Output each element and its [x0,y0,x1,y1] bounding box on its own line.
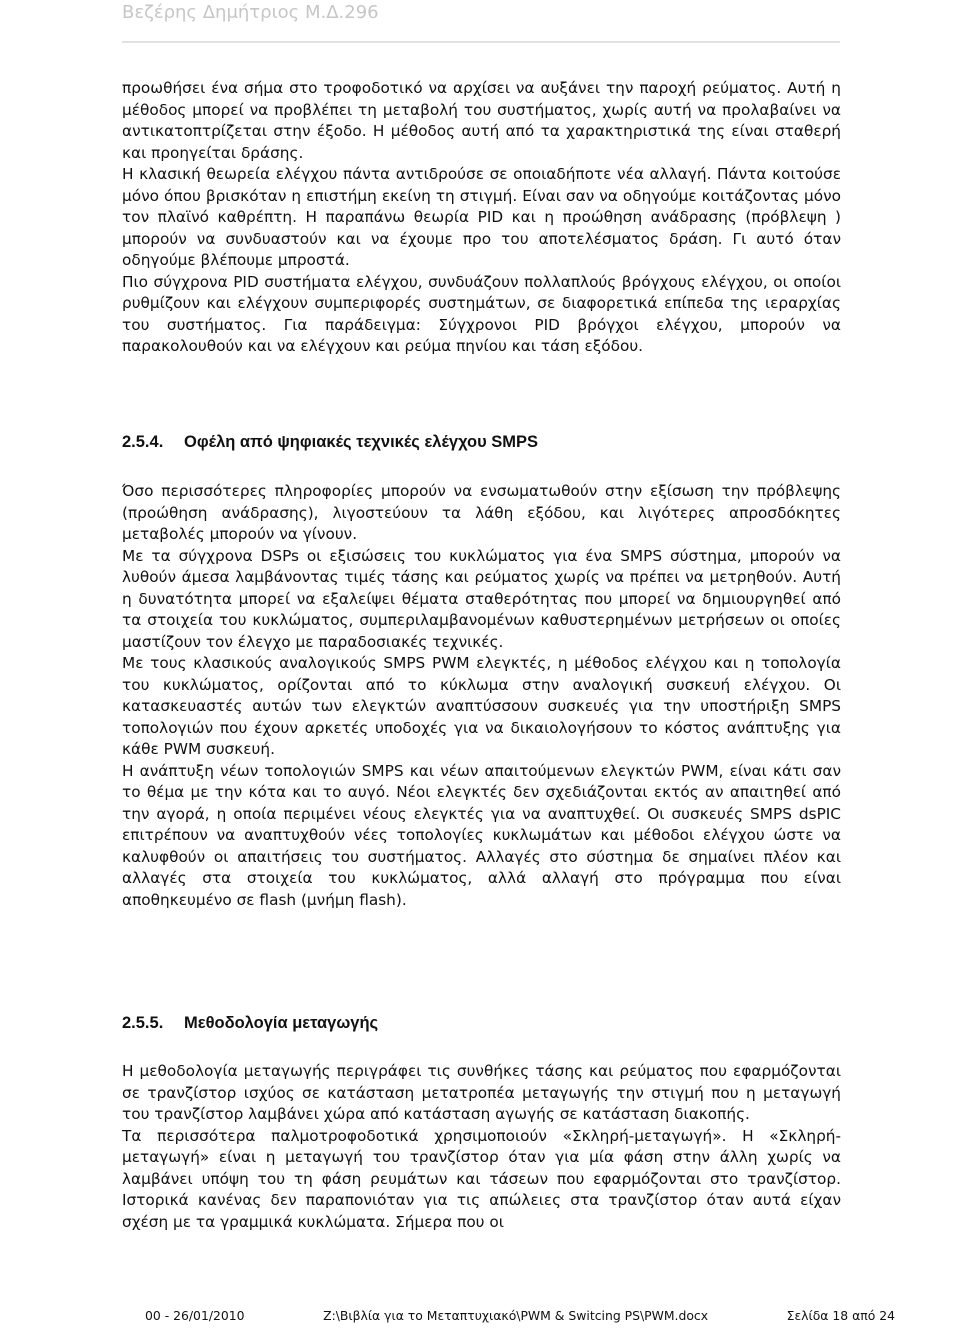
text-block-2 [122,481,841,911]
paragraph: Με τα σύγχρονα DSPs οι εξισώσεις του κυκλώματος για ένα SMPS σύστημα, μπορούν να λυθούν άμεσα λαμβάνοντας τιμές τάσης και ρεύματος χωρίς να πρέπει να μετρηθούν. Αυτή η δυνατότητα μπορεί να εξαλείψει θέματα σταθερότητας που μπορεί να δημιουργηθεί από τα στοιχεία του κυκλώματος, συμπεριλαμβανομένων καθυστερημένων μετρήσεων οι οποίες μαστίζουν τον έλεγχο με παραδοσιακές τεχνικές. [122,546,841,651]
footer-date: 00 - 26/01/2010 [145,1308,245,1323]
footer-file-path: Z:\Βιβλία για το Μεταπτυχιακό\PWM & Switcing PS\PWM.docx [323,1308,709,1323]
paragraph: Η μεθοδολογία μεταγωγής περιγράφει τις συνθήκες τάσης και ρεύματος που εφαρμόζονται σε τρανζίστορ ισχύος σε κατάσταση μετατροπέα μεταγωγής την στιγμή που η μεταγωγή του τρανζίστορ λαμβάνει χώρα από κατάσταση αγωγής σε κατάσταση διακοπής. [122,1062,841,1123]
section-title: Μεθοδολογία μεταγωγής [184,1014,379,1032]
paragraph: Η ανάπτυξη νέων τοπολογιών SMPS και νέων απαιτούμενων ελεγκτών PWM, είναι κάτι σαν το θέμα με την κότα και το αυγό. Νέοι ελεγκτές δεν σχεδιάζονται εκτός αν απαιτηθεί από την αγορά, η οποία περιμένει νέους ελεγκτές για να αναπτυχθεί. Οι συσκευές SMPS dsPIC επιτρέπουν να αναπτυχθούν νέες τοπολογίες κυκλωμάτων και μέθοδοι ελέγχου ώστε να καλυφθούν οι απαιτήσεις του συστήματος. Αλλαγές στο σύστημα δε σημαίνει πλέον και αλλαγές στα στοιχεία του κυκλώματος, αλλά αλλαγή στο πρόγραμμα που είναι αποθηκευμένο σε flash (μνήμη flash). [122,761,841,909]
section-title: Οφέλη από ψηφιακές τεχνικές ελέγχου SMPS [184,433,539,451]
section-number: 2.5.4. [122,433,164,451]
paragraph: Με τους κλασικούς αναλογικούς SMPS PWM ελεγκτές, η μέθοδος ελέγχου και η τοπολογία του κυκλώματος, ορίζονται από το κύκλωμα στην αναλογική συσκευή ελέγχου. Οι κατασκευαστές αυτών των ελεγκτών αναπτύσσουν συσκευές για την υποστήριξη SMPS τοπολογιών που έχουν αρκετές υποδοχές για να δικαιολογήσουν το κόστος ανάπτυξης για κάθε PWM συσκευή. [122,654,841,758]
page-footer [145,1308,895,1323]
section-heading [122,1012,378,1034]
paragraph: προωθήσει ένα σήμα στο τροφοδοτικό να αρχίσει να αυξάνει την παροχή ρεύματος. Αυτή η μέθοδος μπορεί να προβλέπει τη μεταβολή του συστήματος, χωρίς αυτή να προλαβαίνει να αντικατοπτρίζεται στην έξοδο. Η μέθοδος αυτή από τα χαρακτηριστικά της είναι σταθερή και προηγείται δράσης. [122,79,841,162]
text-block-1 [122,78,841,358]
text-block-3 [122,1061,841,1233]
paragraph: Όσο περισσότερες πληροφορίες μπορούν να ενσωματωθούν στην εξίσωση την πρόβλεψης (προώθηση ανάδρασης), λιγοστεύουν τα λάθη εξόδου, και λιγότερες απροσδόκητες μεταβολές μπορούν να γίνουν. [122,482,841,543]
section-heading [122,431,538,453]
paragraph: Πιο σύγχρονα PID συστήματα ελέγχου, συνδυάζουν πολλαπλούς βρόγχους ελέγχου, οι οποίοι ρυθμίζουν και ελέγχουν συμπεριφορές συστημάτων, σε διαφορετικά επίπεδα της ιεραρχίας του συστήματος. Για παράδειγμα: Σύγχρονοι PID βρόγχοι ελέγχου, μπορούν να παρακολουθούν και να ελέγχουν και ρεύμα πηνίου και τάση εξόδου. [122,272,841,355]
footer-page-number: Σελίδα 18 από 24 [786,1308,895,1323]
section-number: 2.5.5. [122,1014,164,1032]
page-header: Βεζέρης Δημήτριος Μ.Δ.296 [122,2,379,23]
paragraph: Τα περισσότερα παλμοτροφοδοτικά χρησιμοποιούν «Σκληρή-μεταγωγή». Η «Σκληρή-μεταγωγή» είναι η μεταγωγή του τρανζίστορ όταν για μία φάση στην άλλη χωρίς να λαμβάνει υπόψη του τη φάση ρευμάτων και τάσεων που εφαρμόζονται στο τρανζίστορ. Ιστορικά κανένας δεν παραπονιόταν για τις απώλειες στα τρανζίστορ όταν αυτά είχαν σχέση με τα γραμμικά κυκλώματα. Σήμερα που οι [122,1126,841,1231]
header-divider [122,41,840,43]
paragraph: Η κλασική θεωρεία ελέγχου πάντα αντιδρούσε σε οποιαδήποτε νέα αλλαγή. Πάντα κοιτούσε μόνο όπου βρισκόταν η επιστήμη εκείνη τη στιγμή. Είναι σαν να οδηγούμε κοιτάζοντας μόνο τον πλαϊνό καθρέπτη. Η παραπάνω θεωρία PID και η προώθηση ανάδρασης (πρόβλεψη ) μπορούν να συνδυαστούν και να έχουμε προ του αποτελέσματος δράση. Γι αυτό όταν οδηγούμε βλέπουμε μπροστά. [122,165,841,269]
